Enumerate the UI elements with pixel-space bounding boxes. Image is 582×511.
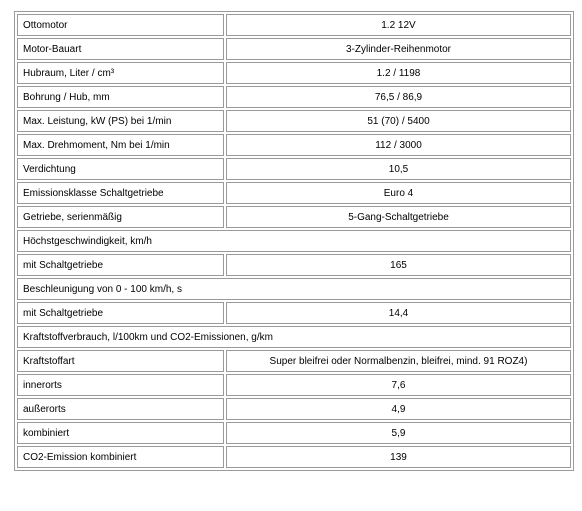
spec-label: Verdichtung [17, 158, 224, 180]
spec-label: außerorts [17, 398, 224, 420]
section-row [17, 278, 571, 300]
spec-label: Kraftstoffart [17, 350, 224, 372]
spec-value: 139 [226, 446, 571, 468]
spec-row [17, 350, 571, 372]
spec-value: 1.2 12V [226, 14, 571, 36]
spec-value: 14,4 [226, 302, 571, 324]
spec-table-body [17, 14, 571, 468]
spec-label: kombiniert [17, 422, 224, 444]
spec-value: 5,9 [226, 422, 571, 444]
spec-label: innerorts [17, 374, 224, 396]
spec-row [17, 110, 571, 132]
section-row [17, 326, 571, 348]
section-heading: Kraftstoffverbrauch, l/100km und CO2-Emissionen, g/km [17, 326, 571, 348]
section-heading: Beschleunigung von 0 - 100 km/h, s [17, 278, 571, 300]
spec-table [14, 11, 574, 471]
spec-row [17, 62, 571, 84]
spec-row [17, 206, 571, 228]
spec-label: CO2-Emission kombiniert [17, 446, 224, 468]
spec-row [17, 446, 571, 468]
spec-label: mit Schaltgetriebe [17, 254, 224, 276]
spec-value: 76,5 / 86,9 [226, 86, 571, 108]
spec-row [17, 158, 571, 180]
spec-value: 4,9 [226, 398, 571, 420]
spec-row [17, 134, 571, 156]
spec-value: 165 [226, 254, 571, 276]
spec-value: 10,5 [226, 158, 571, 180]
spec-value: 51 (70) / 5400 [226, 110, 571, 132]
spec-row [17, 38, 571, 60]
spec-row [17, 302, 571, 324]
spec-row [17, 86, 571, 108]
spec-value: 112 / 3000 [226, 134, 571, 156]
spec-label: mit Schaltgetriebe [17, 302, 224, 324]
spec-row [17, 182, 571, 204]
spec-label: Max. Leistung, kW (PS) bei 1/min [17, 110, 224, 132]
spec-row [17, 254, 571, 276]
spec-value: 7,6 [226, 374, 571, 396]
spec-value: 3-Zylinder-Reihenmotor [226, 38, 571, 60]
spec-value: 1.2 / 1198 [226, 62, 571, 84]
spec-value: Euro 4 [226, 182, 571, 204]
spec-row [17, 422, 571, 444]
spec-value: 5-Gang-Schaltgetriebe [226, 206, 571, 228]
spec-label: Emissionsklasse Schaltgetriebe [17, 182, 224, 204]
spec-row [17, 14, 571, 36]
spec-row [17, 398, 571, 420]
spec-label: Motor-Bauart [17, 38, 224, 60]
spec-label: Bohrung / Hub, mm [17, 86, 224, 108]
spec-row [17, 374, 571, 396]
spec-label: Max. Drehmoment, Nm bei 1/min [17, 134, 224, 156]
spec-label: Ottomotor [17, 14, 224, 36]
spec-label: Getriebe, serienmäßig [17, 206, 224, 228]
spec-value: Super bleifrei oder Normalbenzin, bleifrei, mind. 91 ROZ4) [226, 350, 571, 372]
spec-label: Hubraum, Liter / cm³ [17, 62, 224, 84]
section-row [17, 230, 571, 252]
section-heading: Höchstgeschwindigkeit, km/h [17, 230, 571, 252]
